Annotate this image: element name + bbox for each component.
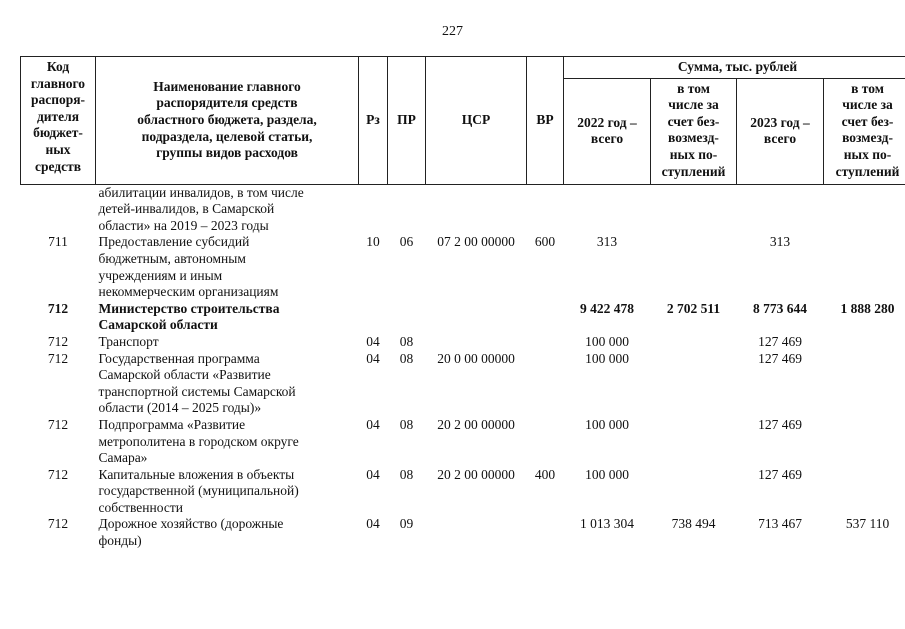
page-number: 227 <box>442 24 463 39</box>
cell-name: Подпрограмма «Развитие метрополитена в городском округе Самара» <box>98 416 299 466</box>
table-row <box>21 351 905 417</box>
cell-2023-total: 8 773 644 <box>753 300 807 316</box>
cell-pr: 08 <box>399 416 414 432</box>
header-rz: Рз <box>359 57 388 185</box>
cell-2023-total: 127 469 <box>758 333 802 349</box>
cell-2023-total: 127 469 <box>758 466 802 482</box>
cell-2022-free: 2 702 511 <box>666 300 721 316</box>
cell-2023-free <box>824 467 905 517</box>
cell-2022-free: 738 494 <box>671 516 716 532</box>
header-code: Код главного распоря- дителя бюджет- ных средств <box>21 57 96 185</box>
header-csr: ЦСР <box>426 57 527 185</box>
cell-csr <box>426 334 527 351</box>
table-body <box>21 184 905 550</box>
cell-2023-free <box>824 351 905 417</box>
table-row <box>21 334 905 351</box>
cell-pr: 09 <box>399 516 414 532</box>
table-row <box>21 467 905 517</box>
cell-code: 712 <box>47 416 69 432</box>
cell-name: Капитальные вложения в объекты государственной (муниципальной) собственности <box>98 466 299 515</box>
cell-vr <box>527 417 564 467</box>
header-name: Наименование главного распорядителя средств областного бюджета, раздела, подраздела, целевой статьи, группы видов расходов <box>96 57 359 185</box>
cell-2022-free <box>651 351 737 417</box>
table-row <box>21 234 905 300</box>
cell-csr: 20 0 00 00000 <box>437 350 515 366</box>
cell-code: 712 <box>47 516 69 532</box>
cell-code: 712 <box>47 333 69 349</box>
cell-csr: 20 2 00 00000 <box>437 466 515 482</box>
cell-vr <box>527 334 564 351</box>
table-row <box>21 516 905 549</box>
header-2023-free: в том числе за счет без- возмезд- ных по- ступлений <box>824 78 905 184</box>
cell-2022-free <box>651 234 737 300</box>
cell-vr: 600 <box>534 234 556 250</box>
cell-2023-free <box>824 234 905 300</box>
cell-name: Транспорт <box>98 333 159 349</box>
cell-rz: 04 <box>366 350 380 366</box>
cell-code: 712 <box>47 350 69 366</box>
cell-2022-total: 313 <box>596 234 618 250</box>
cell-code: 712 <box>47 300 69 316</box>
cell-pr: 08 <box>399 333 414 349</box>
cell-rz: 04 <box>366 416 380 432</box>
cell-vr: 400 <box>534 466 556 482</box>
cell-name: Предоставление субсидий бюджетным, автономным учреждениям и иным некоммерческим организациям <box>98 234 279 300</box>
table-header <box>21 57 905 185</box>
cell-2022-total: 100 000 <box>585 416 629 432</box>
cell-2023-total: 127 469 <box>758 350 802 366</box>
cell-pr: 08 <box>399 466 414 482</box>
cell-2022-free <box>651 467 737 517</box>
table-row <box>21 417 905 467</box>
cell-2023-total: 313 <box>769 234 791 250</box>
cell-2023-free: 1 888 280 <box>840 300 895 316</box>
cell-rz: 10 <box>366 234 380 250</box>
cell-code: 711 <box>48 234 68 250</box>
cell-2023-total: 127 469 <box>758 416 802 432</box>
header-2022-total: 2022 год – всего <box>564 78 651 184</box>
cell-2022-total: 9 422 478 <box>580 300 634 316</box>
cell-rz: 04 <box>366 466 380 482</box>
cell-2022-total: 100 000 <box>585 333 629 349</box>
continuation-row <box>21 184 905 234</box>
cell-pr <box>388 301 426 334</box>
cell-pr: 06 <box>399 234 414 250</box>
cell-2023-free <box>824 417 905 467</box>
cell-pr: 08 <box>399 350 414 366</box>
cell-2022-total: 1 013 304 <box>580 516 634 532</box>
cell-vr <box>527 516 564 549</box>
header-pr: ПР <box>388 57 426 185</box>
header-2023-total: 2023 год – всего <box>737 78 824 184</box>
cell-name: Министерство строительства Самарской области <box>98 300 280 333</box>
cell-rz: 04 <box>366 333 380 349</box>
continuation-text: абилитации инвалидов, в том числе детей-инвалидов, в Самарской области» на 2019 – 2023 годы <box>98 184 304 233</box>
budget-table <box>20 56 905 550</box>
cell-name: Государственная программа Самарской области «Развитие транспортной системы Самарской области (2014 – 2025 годы)» <box>98 350 296 416</box>
cell-csr <box>426 516 527 549</box>
cell-2022-free <box>651 334 737 351</box>
cell-csr: 07 2 00 00000 <box>437 234 515 250</box>
cell-2023-free: 537 110 <box>845 516 890 532</box>
cell-csr <box>426 301 527 334</box>
cell-2022-free <box>651 417 737 467</box>
cell-2023-total: 713 467 <box>758 516 802 532</box>
header-sum-group: Сумма, тыс. рублей <box>564 57 905 79</box>
table-row <box>21 301 905 334</box>
cell-2022-total: 100 000 <box>585 466 629 482</box>
cell-name: Дорожное хозяйство (дорожные фонды) <box>98 516 284 549</box>
cell-rz <box>359 301 388 334</box>
cell-csr: 20 2 00 00000 <box>437 416 515 432</box>
cell-vr <box>527 301 564 334</box>
cell-rz: 04 <box>366 516 380 532</box>
cell-2022-total: 100 000 <box>585 350 629 366</box>
header-2022-free: в том числе за счет без- возмезд- ных по- ступлений <box>651 78 737 184</box>
header-vr: ВР <box>527 57 564 185</box>
cell-2023-free <box>824 334 905 351</box>
cell-vr <box>527 351 564 417</box>
cell-code: 712 <box>47 466 69 482</box>
